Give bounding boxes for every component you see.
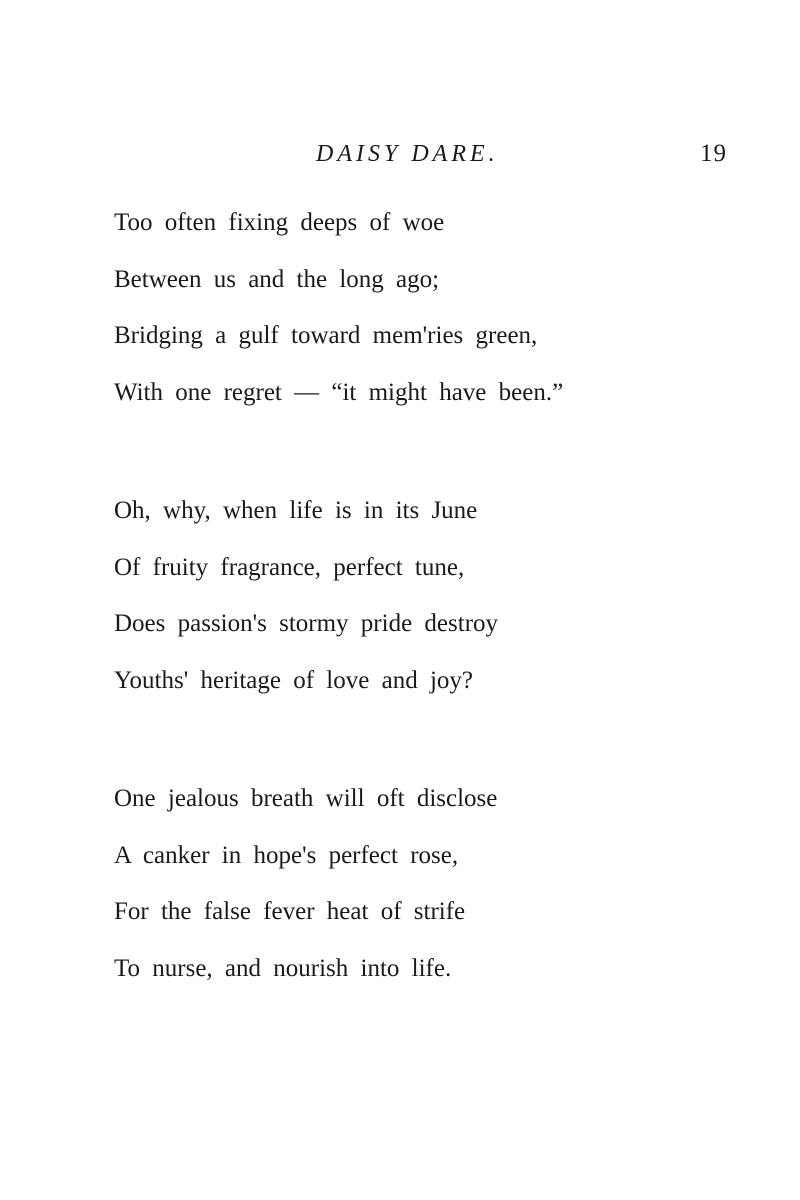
poem-line: Oh, why, when life is in its June: [114, 497, 478, 524]
poem-line: Youths' heritage of love and joy?: [114, 666, 473, 694]
poem-line: A canker in hope's perfect rose,: [114, 841, 459, 869]
stanza-2: [114, 483, 754, 709]
poem-line: Does passion's stormy pride destroy: [114, 610, 499, 637]
poem-line: Of fruity fragrance, perfect tune,: [114, 553, 465, 581]
running-title: DAISY DARE.: [316, 141, 499, 167]
stanza-3: [114, 771, 754, 997]
poem-line: Bridging a gulf toward mem'ries green,: [114, 322, 538, 349]
poem-line: For the false fever heat of strife: [114, 898, 466, 925]
running-head: [0, 136, 800, 172]
page-number: 19: [700, 140, 727, 167]
poem-line: To nurse, and nourish into life.: [114, 954, 452, 982]
poem: [114, 195, 754, 997]
poem-line: With one regret — “it might have been.”: [114, 378, 564, 406]
poem-line: Between us and the long ago;: [114, 265, 440, 293]
poem-line: Too often fixing deeps of woe: [114, 209, 445, 236]
stanza-1: [114, 195, 754, 421]
poem-line: One jealous breath will oft disclose: [114, 785, 498, 812]
